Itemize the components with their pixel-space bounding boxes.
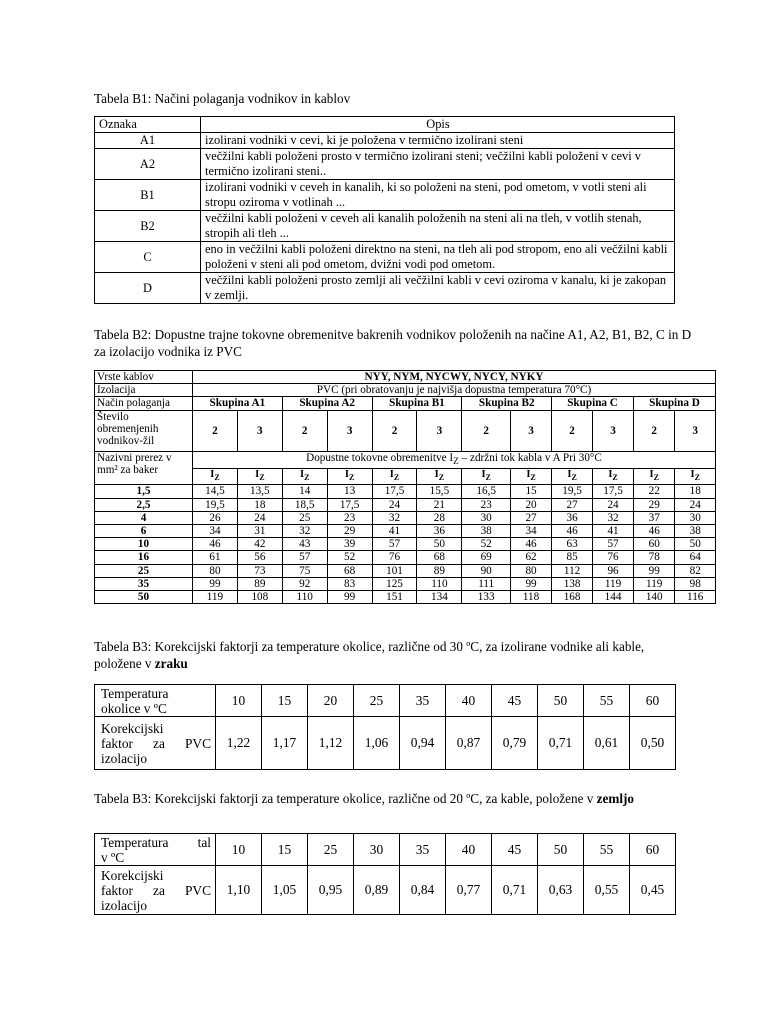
- current-value: 42: [237, 538, 282, 551]
- label-line: v ºC: [101, 849, 125, 865]
- factor-value: 1,10: [216, 866, 262, 915]
- factor-value: 0,71: [492, 866, 538, 915]
- temperature-value: 35: [400, 685, 446, 717]
- row-factor: [95, 717, 676, 770]
- current-value: 43: [282, 538, 327, 551]
- current-value: 23: [327, 511, 372, 524]
- current-value: 73: [237, 564, 282, 577]
- table-row: [95, 577, 716, 590]
- current-value: 62: [511, 551, 552, 564]
- factor-value: 0,63: [538, 866, 584, 915]
- factor-value: 1,05: [262, 866, 308, 915]
- temperature-value: 10: [216, 685, 262, 717]
- current-value: 57: [593, 538, 634, 551]
- temperature-value: 40: [446, 685, 492, 717]
- current-value: 23: [462, 498, 511, 511]
- current-value: 17,5: [372, 485, 417, 498]
- table-row: [95, 590, 716, 603]
- factor-value: 0,61: [584, 717, 630, 770]
- current-value: 119: [634, 577, 675, 590]
- iz-label: [282, 469, 327, 485]
- current-header-text: Dopustne tokovne obremenitve I: [306, 451, 454, 464]
- row-description: izolirani vodniki v cevi, ki je položena v termično izolirani steni: [201, 133, 675, 149]
- current-value: 57: [282, 551, 327, 564]
- iz-sub: Z: [259, 473, 265, 483]
- current-value: 27: [511, 511, 552, 524]
- current-value: 116: [675, 590, 716, 603]
- temperature-value: 55: [584, 685, 630, 717]
- cross-section: 25: [95, 564, 193, 577]
- current-value: 52: [462, 538, 511, 551]
- factor-value: 0,87: [446, 717, 492, 770]
- caption-bold: zraku: [154, 656, 188, 671]
- iz-sub: Z: [438, 473, 445, 483]
- conductor-count: 3: [417, 410, 462, 451]
- conductor-count: 3: [675, 410, 716, 451]
- factor-value: 0,71: [538, 717, 584, 770]
- current-value: 68: [417, 551, 462, 564]
- current-value: 15: [511, 485, 552, 498]
- temperature-value: 10: [216, 834, 262, 866]
- conductor-count: 3: [327, 410, 372, 451]
- conductor-count: 2: [552, 410, 593, 451]
- iz-sub: Z: [653, 473, 659, 483]
- iz-label: [511, 469, 552, 485]
- current-value: 22: [634, 485, 675, 498]
- temperature-value: 20: [308, 685, 354, 717]
- group-header: Skupina D: [634, 397, 716, 410]
- factor-value: 0,45: [630, 866, 676, 915]
- current-value: 80: [193, 564, 238, 577]
- label-line: faktor za PVC: [101, 735, 211, 751]
- iz-main: I: [210, 469, 215, 481]
- current-value: 110: [417, 577, 462, 590]
- current-value: 134: [417, 590, 462, 603]
- iz-label: [634, 469, 675, 485]
- temperature-value: 15: [262, 834, 308, 866]
- current-value: 90: [462, 564, 511, 577]
- label-temperature: [95, 834, 216, 866]
- current-value: 24: [593, 498, 634, 511]
- current-value: 26: [193, 511, 238, 524]
- row-temperature: [95, 685, 676, 717]
- current-value: 19,5: [552, 485, 593, 498]
- current-value: 78: [634, 551, 675, 564]
- conductor-count: 3: [237, 410, 282, 451]
- value-current-header: [193, 451, 716, 468]
- current-value: 13,5: [237, 485, 282, 498]
- conductor-count: 2: [282, 410, 327, 451]
- current-value: 96: [593, 564, 634, 577]
- iz-main: I: [255, 469, 260, 481]
- iz-label: [372, 469, 417, 485]
- factor-value: 0,89: [354, 866, 400, 915]
- current-value: 41: [593, 524, 634, 537]
- current-value: 32: [593, 511, 634, 524]
- current-value: 37: [634, 511, 675, 524]
- current-value: 31: [237, 524, 282, 537]
- current-value: 24: [237, 511, 282, 524]
- row-code: C: [95, 242, 201, 273]
- current-value: 46: [193, 538, 238, 551]
- value-insulation: PVC (pri obratovanju je najvišja dopustna temperatura 70°C): [193, 384, 716, 397]
- table-row: [95, 485, 716, 498]
- iz-main: I: [690, 469, 695, 481]
- cross-section: 2,5: [95, 498, 193, 511]
- current-value: 46: [511, 538, 552, 551]
- current-value: 20: [511, 498, 552, 511]
- iz-sub: Z: [393, 473, 400, 483]
- row-cross-section-header: [95, 451, 716, 468]
- row-code: D: [95, 273, 201, 304]
- temperature-value: 15: [262, 685, 308, 717]
- temperature-value: 30: [354, 834, 400, 866]
- iz-label: [237, 469, 282, 485]
- table-b3-air: [94, 684, 676, 770]
- current-value: 118: [511, 590, 552, 603]
- row-temperature: [95, 834, 676, 866]
- factor-value: 1,22: [216, 717, 262, 770]
- temperature-value: 25: [308, 834, 354, 866]
- current-value: 110: [282, 590, 327, 603]
- current-value: 63: [552, 538, 593, 551]
- table-b3-air-caption: [94, 638, 684, 672]
- row-insulation: [95, 384, 716, 397]
- temperature-value: 45: [492, 834, 538, 866]
- current-value: 99: [327, 590, 372, 603]
- iz-main: I: [344, 469, 349, 481]
- row-factor: [95, 866, 676, 915]
- iz-label: [552, 469, 593, 485]
- table-b1: [94, 116, 675, 304]
- table-b1-caption: Tabela B1: Načini polaganja vodnikov in kablov: [94, 91, 351, 106]
- table-row: [95, 564, 716, 577]
- conductor-count: 3: [511, 410, 552, 451]
- current-value: 46: [634, 524, 675, 537]
- current-header-sub: Z: [453, 456, 459, 467]
- table-row: [95, 133, 675, 149]
- current-value: 99: [193, 577, 238, 590]
- row-code: A2: [95, 149, 201, 180]
- table-row: [95, 211, 675, 242]
- cross-section: 10: [95, 538, 193, 551]
- label-cable-types: Vrste kablov: [95, 371, 193, 384]
- current-value: 89: [237, 577, 282, 590]
- current-value: 18: [237, 498, 282, 511]
- label-line: izolacijo: [101, 897, 148, 913]
- row-description: eno in večžilni kabli položeni direktno na steni, na tleh ali pod stropom, eno ali večžilni kabli položeni v steni ali pod ometom, dvižni vodi pod ometom.: [201, 242, 675, 273]
- row-description: izolirani vodniki v ceveh in kanalih, ki so položeni na steni, pod ometom, v votli steni ali stropu oziroma v votlinah ...: [201, 180, 675, 211]
- current-header-rest: – zdržni tok kabla v A Pri 30°C: [458, 451, 602, 464]
- factor-value: 0,84: [400, 866, 446, 915]
- temperature-value: 25: [354, 685, 400, 717]
- conductor-count: 2: [193, 410, 238, 451]
- current-value: 92: [282, 577, 327, 590]
- label-line: izolacijo: [101, 750, 148, 766]
- current-value: 99: [511, 577, 552, 590]
- current-value: 38: [675, 524, 716, 537]
- label-temperature: [95, 685, 216, 717]
- table-row: [95, 180, 675, 211]
- conductor-count: 2: [634, 410, 675, 451]
- iz-main: I: [300, 469, 305, 481]
- current-value: 119: [193, 590, 238, 603]
- iz-main: I: [608, 469, 613, 481]
- current-value: 18,5: [282, 498, 327, 511]
- label-cross-section: Nazivni prerez v mm² za baker: [95, 451, 193, 485]
- current-value: 80: [511, 564, 552, 577]
- iz-sub: Z: [530, 473, 536, 483]
- current-value: 111: [462, 577, 511, 590]
- group-header: Skupina B2: [462, 397, 552, 410]
- current-value: 13: [327, 485, 372, 498]
- current-value: 27: [552, 498, 593, 511]
- factor-value: 1,06: [354, 717, 400, 770]
- row-conductor-count: [95, 410, 716, 451]
- table-row: [95, 273, 675, 304]
- current-value: 119: [593, 577, 634, 590]
- row-description: večžilni kabli položeni prosto zemlji ali večžilni kabli v cevi oziroma v kanalu, ki je zakopan v zemlji.: [201, 273, 675, 304]
- cross-section: 16: [95, 551, 193, 564]
- current-value: 140: [634, 590, 675, 603]
- current-value: 28: [417, 511, 462, 524]
- current-value: 50: [417, 538, 462, 551]
- temperature-value: 60: [630, 834, 676, 866]
- current-value: 16,5: [462, 485, 511, 498]
- label-line: Korekcijski: [101, 867, 164, 883]
- factor-value: 0,79: [492, 717, 538, 770]
- temperature-value: 50: [538, 834, 584, 866]
- current-value: 56: [237, 551, 282, 564]
- table-row: [95, 242, 675, 273]
- iz-main: I: [434, 469, 439, 481]
- factor-value: 0,50: [630, 717, 676, 770]
- current-value: 133: [462, 590, 511, 603]
- current-value: 46: [552, 524, 593, 537]
- row-code: B2: [95, 211, 201, 242]
- iz-sub: Z: [214, 473, 220, 483]
- current-value: 14: [282, 485, 327, 498]
- current-value: 14,5: [193, 485, 238, 498]
- caption-text: Tabela B3: Korekcijski faktorji za temperature okolice, različne od 20 ºC, za kable, položene v: [94, 791, 597, 806]
- iz-sub: Z: [612, 473, 618, 483]
- row-install-method: [95, 397, 716, 410]
- current-value: 101: [372, 564, 417, 577]
- current-value: 168: [552, 590, 593, 603]
- current-value: 99: [634, 564, 675, 577]
- current-value: 36: [417, 524, 462, 537]
- table-row: [95, 538, 716, 551]
- current-value: 64: [675, 551, 716, 564]
- current-value: 29: [327, 524, 372, 537]
- factor-value: 0,95: [308, 866, 354, 915]
- temperature-value: 50: [538, 685, 584, 717]
- iz-label: [327, 469, 372, 485]
- caption-text: Tabela B3: Korekcijski faktorji za temperature okolice, različne od 30 ºC, za izolirane vodnike ali kable, položene v: [94, 639, 645, 671]
- iz-label: [462, 469, 511, 485]
- current-value: 32: [282, 524, 327, 537]
- current-value: 144: [593, 590, 634, 603]
- temperature-value: 60: [630, 685, 676, 717]
- row-code: A1: [95, 133, 201, 149]
- current-value: 34: [511, 524, 552, 537]
- table-row: [95, 149, 675, 180]
- factor-value: 1,17: [262, 717, 308, 770]
- temperature-value: 45: [492, 685, 538, 717]
- iz-main: I: [567, 469, 572, 481]
- table-row: [95, 511, 716, 524]
- label-line: Temperatura: [101, 685, 169, 701]
- label-factor: [95, 717, 216, 770]
- current-value: 34: [193, 524, 238, 537]
- current-value: 76: [593, 551, 634, 564]
- label-install-method: Način polaganja: [95, 397, 193, 410]
- current-value: 89: [417, 564, 462, 577]
- cross-section: 4: [95, 511, 193, 524]
- label-factor: [95, 866, 216, 915]
- value-cable-types: NYY, NYM, NYCWY, NYCY, NYKY: [193, 371, 716, 384]
- group-header: Skupina C: [552, 397, 634, 410]
- factor-value: 1,12: [308, 717, 354, 770]
- current-value: 57: [372, 538, 417, 551]
- current-value: 30: [462, 511, 511, 524]
- temperature-value: 55: [584, 834, 630, 866]
- conductor-count: 2: [462, 410, 511, 451]
- current-value: 108: [237, 590, 282, 603]
- factor-value: 0,94: [400, 717, 446, 770]
- current-value: 39: [327, 538, 372, 551]
- label-line: Korekcijski: [101, 720, 164, 736]
- label-line: Temperatura tal: [101, 834, 211, 850]
- current-value: 82: [675, 564, 716, 577]
- label-insulation: Izolacija: [95, 384, 193, 397]
- header-oznaka: Oznaka: [95, 117, 201, 133]
- current-value: 17,5: [327, 498, 372, 511]
- temperature-value: 40: [446, 834, 492, 866]
- iz-main: I: [481, 469, 486, 481]
- row-description: večžilni kabli položeni v ceveh ali kanalih položenih na steni ali na tleh, v votlih stenah, stropih ali tleh ...: [201, 211, 675, 242]
- label-conductor-count: Število obremenjenih vodnikov-žil: [95, 410, 193, 451]
- iz-label: [417, 469, 462, 485]
- table-row: [95, 551, 716, 564]
- factor-value: 0,77: [446, 866, 492, 915]
- table-b1-header-row: [95, 117, 675, 133]
- current-value: 61: [193, 551, 238, 564]
- current-value: 52: [327, 551, 372, 564]
- current-value: 83: [327, 577, 372, 590]
- iz-sub: Z: [348, 473, 355, 483]
- iz-sub: Z: [485, 473, 491, 483]
- iz-main: I: [389, 469, 394, 481]
- iz-sub: Z: [304, 473, 310, 483]
- caption-bold: zemljo: [596, 791, 634, 806]
- group-header: Skupina B1: [372, 397, 462, 410]
- table-b3-soil: [94, 833, 676, 915]
- group-header: Skupina A1: [193, 397, 283, 410]
- current-value: 69: [462, 551, 511, 564]
- current-value: 17,5: [593, 485, 634, 498]
- iz-main: I: [649, 469, 654, 481]
- row-description: večžilni kabli položeni prosto v termično izolirani steni; večžilni kabli položeni v cevi v termično izolirani steni..: [201, 149, 675, 180]
- current-value: 68: [327, 564, 372, 577]
- temperature-value: 35: [400, 834, 446, 866]
- current-value: 19,5: [193, 498, 238, 511]
- cross-section: 1,5: [95, 485, 193, 498]
- label-line: faktor za PVC: [101, 882, 211, 898]
- group-header: Skupina A2: [282, 397, 372, 410]
- label-line: okolice v ºC: [101, 700, 167, 716]
- conductor-count: 2: [372, 410, 417, 451]
- conductor-count: 3: [593, 410, 634, 451]
- current-value: 21: [417, 498, 462, 511]
- table-b2-caption: Tabela B2: Dopustne trajne tokovne obremenitve bakrenih vodnikov položenih na načine A1, A2, B1, B2, C in D za izolacijo vodnika iz PVC: [94, 327, 692, 359]
- cross-section: 35: [95, 577, 193, 590]
- current-value: 98: [675, 577, 716, 590]
- current-value: 24: [372, 498, 417, 511]
- factor-value: 0,55: [584, 866, 630, 915]
- current-value: 112: [552, 564, 593, 577]
- current-value: 38: [462, 524, 511, 537]
- iz-sub: Z: [694, 473, 700, 483]
- current-value: 76: [372, 551, 417, 564]
- current-value: 29: [634, 498, 675, 511]
- current-value: 24: [675, 498, 716, 511]
- table-row: [95, 524, 716, 537]
- table-row: [95, 498, 716, 511]
- cross-section: 6: [95, 524, 193, 537]
- table-b3-soil-caption: [94, 790, 684, 807]
- current-value: 15,5: [417, 485, 462, 498]
- current-value: 30: [675, 511, 716, 524]
- current-value: 36: [552, 511, 593, 524]
- table-b2: [94, 370, 716, 604]
- current-value: 151: [372, 590, 417, 603]
- cross-section: 50: [95, 590, 193, 603]
- iz-label: [675, 469, 716, 485]
- current-value: 125: [372, 577, 417, 590]
- row-cable-types: [95, 371, 716, 384]
- current-value: 32: [372, 511, 417, 524]
- iz-label: [593, 469, 634, 485]
- current-value: 18: [675, 485, 716, 498]
- header-opis: Opis: [201, 117, 675, 133]
- current-value: 75: [282, 564, 327, 577]
- current-value: 60: [634, 538, 675, 551]
- row-code: B1: [95, 180, 201, 211]
- current-value: 25: [282, 511, 327, 524]
- current-value: 50: [675, 538, 716, 551]
- current-value: 138: [552, 577, 593, 590]
- iz-sub: Z: [571, 473, 577, 483]
- iz-main: I: [526, 469, 531, 481]
- iz-label: [193, 469, 238, 485]
- current-value: 41: [372, 524, 417, 537]
- current-value: 85: [552, 551, 593, 564]
